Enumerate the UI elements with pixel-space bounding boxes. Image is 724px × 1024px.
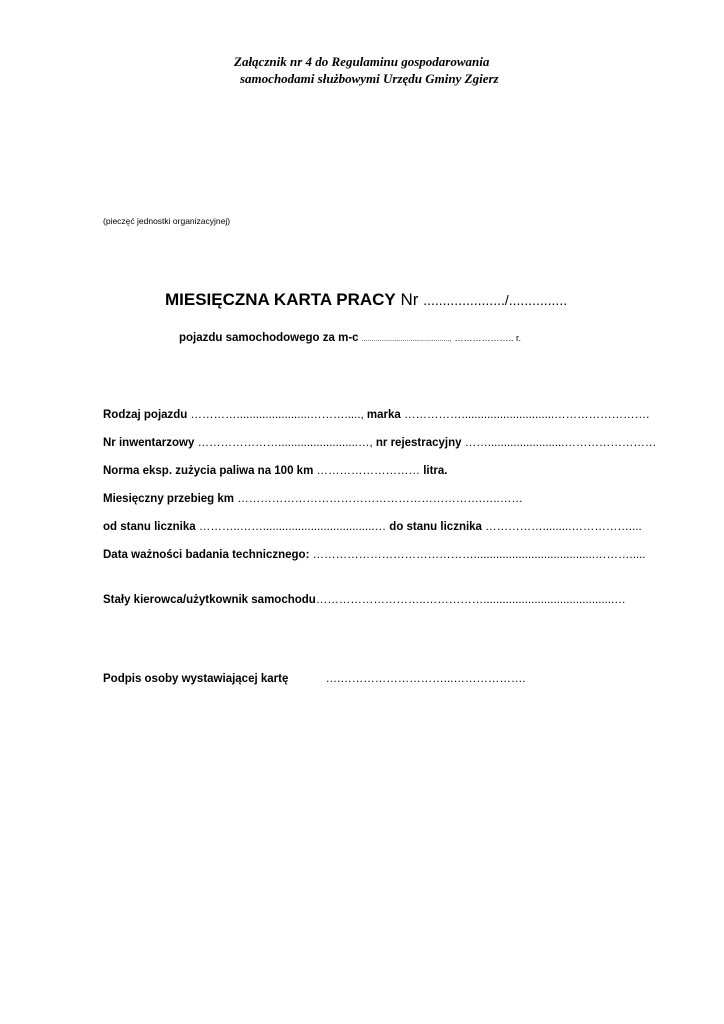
nr-inw-dots: ………………….........................…, <box>197 437 373 449</box>
stamp-label: (pieczęć jednostki organizacyjnej) <box>103 216 231 226</box>
rodzaj-dots: ………….......................………....., <box>190 409 364 421</box>
norma-label: Norma eksp. zużycia paliwa na 100 km <box>103 465 314 477</box>
rodzaj-label: Rodzaj pojazdu <box>103 409 188 421</box>
page-title <box>165 290 567 310</box>
od-stanu-dots: ………..……...................................… <box>198 521 387 533</box>
data-badania-dots: ……………………………………......................................………..... <box>312 549 646 561</box>
litra-label: litra. <box>423 465 448 477</box>
data-badania-label: Data ważności badania technicznego: <box>103 549 310 561</box>
title-main: MIESIĘCZNA KARTA PRACY <box>165 290 396 309</box>
header-line-2: samochodami służbowymi Urzędu Gminy Zgierz <box>240 71 499 86</box>
title-nr-dots: ...................../............... <box>423 292 568 308</box>
podpis-dots: ….………………………...………………. <box>325 673 526 685</box>
row-rodzaj <box>103 409 649 421</box>
subtitle-dots-month: ............................................., <box>361 336 452 343</box>
norma-dots: ……………………… <box>316 465 420 477</box>
title-nr-label: Nr <box>400 290 419 309</box>
row-licznik <box>103 521 642 533</box>
przebieg-dots: ……………………………………………………….…..…… <box>237 493 523 505</box>
nr-rej-label: nr rejestracyjny <box>375 437 462 449</box>
podpis-label: Podpis osoby wystawiającej kartę <box>103 673 289 685</box>
subtitle-label: pojazdu samochodowego za m-c <box>179 332 359 344</box>
row-badanie <box>103 549 646 561</box>
header-line-1: Załącznik nr 4 do Regulaminu gospodarowania <box>234 54 490 69</box>
row-przebieg <box>103 493 523 505</box>
nr-rej-dots: ……........................…………………… <box>464 437 657 449</box>
kierowca-dots: ………………………..…………….........................................… <box>315 594 626 606</box>
row-podpis <box>103 673 526 685</box>
od-stanu-label: od stanu licznika <box>103 521 196 533</box>
marka-dots: …………….............................……………………. <box>404 409 650 421</box>
row-nr-inwentarzowy <box>103 437 656 449</box>
przebieg-label: Miesięczny przebieg km <box>103 493 235 505</box>
do-stanu-dots: …………….........…………….... <box>485 521 642 533</box>
row-kierowca <box>103 594 626 606</box>
kierowca-label: Stały kierowca/użytkownik samochodu <box>103 594 316 606</box>
subtitle <box>179 332 521 344</box>
row-norma <box>103 465 448 477</box>
do-stanu-label: do stanu licznika <box>389 521 482 533</box>
subtitle-dots-year: ……………….. r. <box>454 333 521 343</box>
nr-inw-label: Nr inwentarzowy <box>103 437 195 449</box>
marka-label: marka <box>366 409 401 421</box>
